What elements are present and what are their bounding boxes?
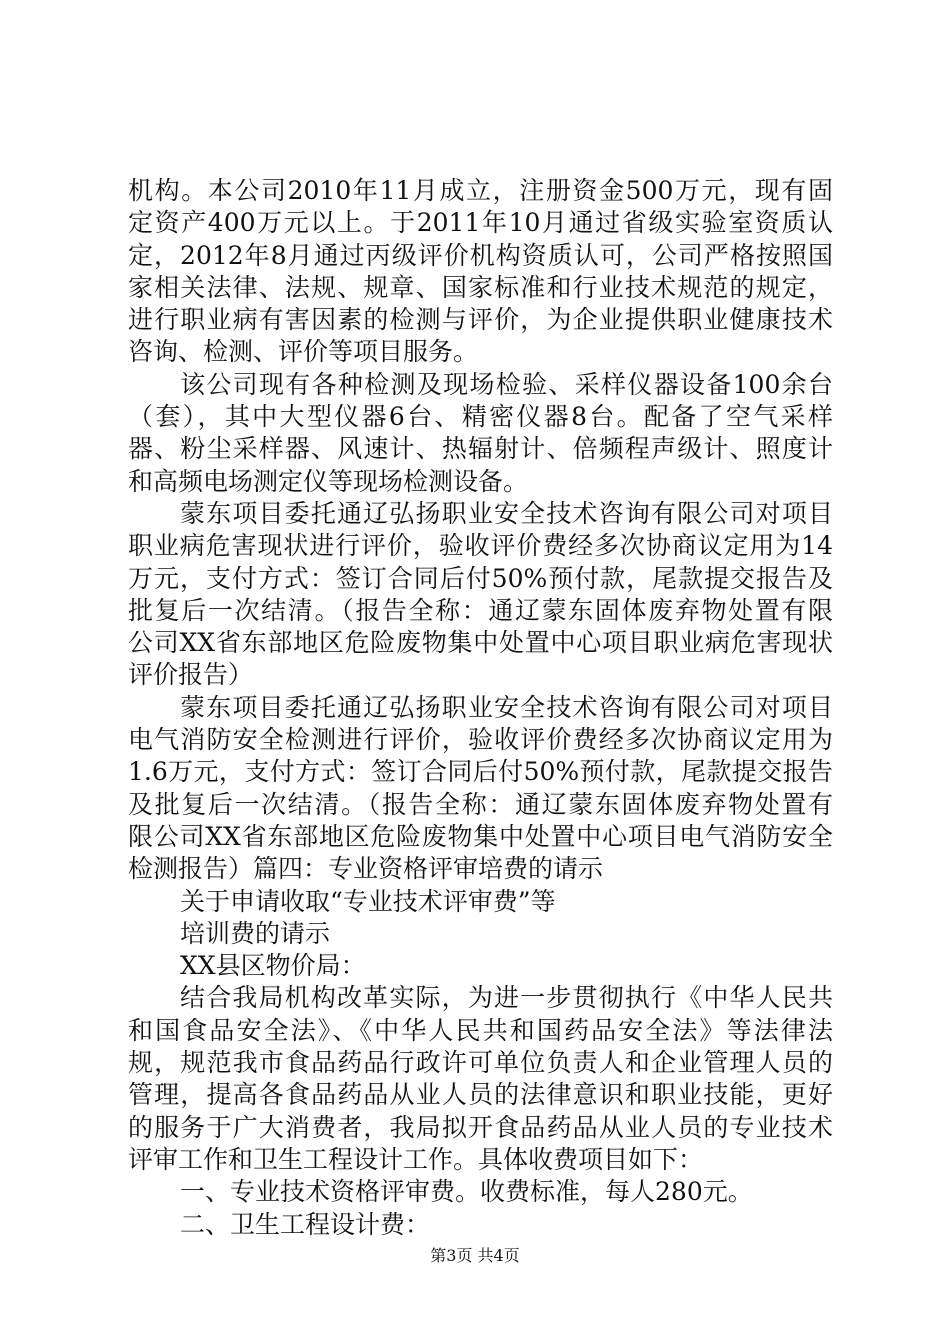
text-line: 进行职业病有害因素的检测与评价，为企业提供职业健康技术 <box>128 305 833 335</box>
text-line: 和高频电场测定仪等现场检测设备。 <box>128 466 529 496</box>
page-number: 第3页 共4页 <box>430 1246 520 1265</box>
text-line: 家相关法律、法规、规章、国家标准和行业技术规范的规定， <box>128 272 833 302</box>
document-body <box>128 175 833 1241</box>
text-line: 检测报告）篇四：专业资格评审培费的请示 <box>128 854 604 884</box>
text-line: 限公司XX省东部地区危险废物集中处置中心项目电气消防安全 <box>128 821 833 851</box>
text-line: 定，2012年8月通过丙级评价机构资质认可，公司严格按照国 <box>128 240 833 270</box>
text-line: 和国食品安全法》、《中华人民共和国药品安全法》等法律法 <box>128 1015 833 1045</box>
text-line: （套），其中大型仪器6台、精密仪器8台。配备了空气采样 <box>128 402 833 432</box>
text-line: 蒙东项目委托通辽弘扬职业安全技术咨询有限公司对项目 <box>180 498 833 528</box>
text-line: 该公司现有各种检测及现场检验、采样仪器设备100余台 <box>180 369 833 399</box>
text-line: 器、粉尘采样器、风速计、热辐射计、倍频程声级计、照度计 <box>128 434 833 464</box>
text-line: 电气消防安全检测进行评价，验收评价费经多次协商议定用为 <box>128 725 833 755</box>
text-line: 机构。本公司2010年11月成立，注册资金500万元，现有固 <box>128 176 833 205</box>
heading-line: 关于申请收取“专业技术评审费”等 <box>180 886 556 916</box>
heading-line: 培训费的请示 <box>180 918 331 948</box>
text-line: 管理，提高各食品药品从业人员的法律意识和职业技能，更好 <box>128 1080 833 1110</box>
text-line: 职业病危害现状进行评价，验收评价费经多次协商议定用为14 <box>128 531 833 561</box>
addressee-line: XX县区物价局： <box>180 951 366 981</box>
list-item: 一、专业技术资格评审费。收费标准，每人280元。 <box>180 1177 753 1207</box>
text-line: 结合我局机构改革实际，为进一步贯彻执行《中华人民共 <box>180 983 833 1013</box>
text-line: 定资产400万元以上。于2011年10月通过省级实验室资质认 <box>128 208 833 238</box>
text-line: 及批复后一次结清。（报告全称：通辽蒙东固体废弃物处置有 <box>128 789 833 819</box>
text-line: 规，规范我市食品药品行政许可单位负责人和企业管理人员的 <box>128 1048 833 1078</box>
list-item: 二、卫生工程设计费： <box>180 1209 431 1239</box>
text-line: 咨询、检测、评价等项目服务。 <box>128 337 479 367</box>
text-line: 蒙东项目委托通辽弘扬职业安全技术咨询有限公司对项目 <box>180 692 833 722</box>
text-line: 评审工作和卫生工程设计工作。具体收费项目如下： <box>128 1144 704 1174</box>
text-line: 的服务于广大消费者，我局拟开食品药品从业人员的专业技术 <box>128 1112 833 1142</box>
text-line: 批复后一次结清。（报告全称：通辽蒙东固体废弃物处置有限 <box>128 595 833 625</box>
text-line: 评价报告） <box>128 660 254 690</box>
text-line: 公司XX省东部地区危险废物集中处置中心项目职业病危害现状 <box>128 628 833 658</box>
text-line: 万元，支付方式：签订合同后付50%预付款，尾款提交报告及 <box>128 563 833 593</box>
text-line: 1.6万元，支付方式：签订合同后付50%预付款，尾款提交报告 <box>128 757 833 787</box>
